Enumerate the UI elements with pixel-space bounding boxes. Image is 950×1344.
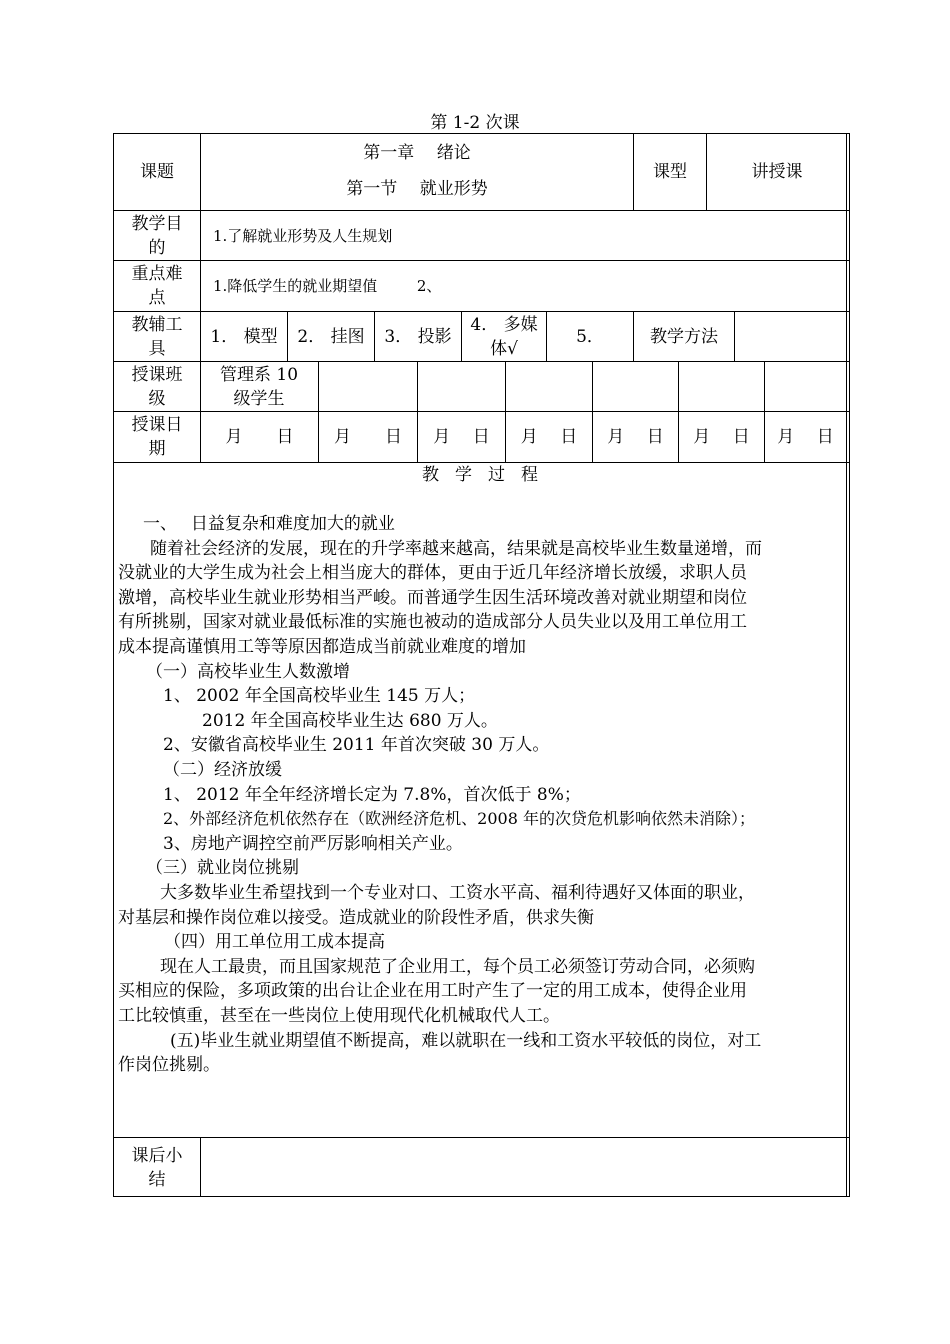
process-line: 工比较慎重，甚至在一些岗位上使用现代化机械取代人工。 (118, 1006, 560, 1026)
process-line: (五)毕业生就业期望值不断提高，难以就职在一线和工资水平较低的岗位，对工 (170, 1031, 762, 1051)
date-cell: 月 日 (693, 427, 750, 447)
process-line: 没就业的大学生成为社会上相当庞大的群体，更由于近几年经济增长放缓，求职人员 (118, 563, 747, 583)
aid-item: 5． (576, 326, 604, 347)
teaching-method-value (735, 312, 846, 361)
date-label: 授课日期 (131, 415, 183, 459)
process-line: （二）经济放缓 (163, 760, 282, 780)
session-title: 第 1-2 次课 (430, 113, 520, 133)
aid-item: 3． 投影 (384, 326, 452, 347)
lesson-type-label: 课型 (653, 162, 687, 182)
objective-label: 教学目的 (131, 213, 183, 258)
process-line: 对基层和操作岗位难以接受。造成就业的阶段性矛盾，供求失衡 (118, 908, 594, 928)
aid-item: 1． 模型 (210, 326, 278, 347)
lesson-type-value: 讲授课 (751, 162, 803, 182)
aids-label: 教辅工具 (131, 314, 183, 359)
process-line: 激增，高校毕业生就业形势相当严峻。而普通学生因生活环境改善对就业期望和岗位 (118, 588, 747, 608)
summary-label: 课后小结 (131, 1145, 183, 1190)
class-label: 授课班级 (131, 364, 183, 409)
aid-item: 4． 多媒体√ (470, 314, 538, 359)
class-value: 管理系 10 级学生 (219, 364, 299, 409)
col-divider (461, 311, 462, 361)
process-line: 2、外部经济危机依然存在（欧洲经济危机、2008 年的次贷危机影响依然未消除）； (163, 809, 755, 828)
process-line: 随着社会经济的发展，现在的升学率越来越高，结果就是高校毕业生数量递增，而 (150, 539, 762, 559)
process-line: 2、安徽省高校毕业生 2011 年首次突破 30 万人。 (163, 735, 550, 755)
topic-section: 第一节 就业形势 (346, 179, 488, 199)
objective-value: 1.了解就业形势及人生规划 (213, 226, 393, 245)
process-heading: 教学过程 (422, 465, 554, 485)
date-cell: 月 日 (607, 427, 664, 447)
topic-label: 课题 (140, 162, 174, 182)
key-points-label: 重点难点 (131, 264, 183, 308)
process-line: 有所挑剔，国家对就业最低标准的实施也被动的造成部分人员失业以及用工单位用工 (118, 612, 747, 632)
process-line: （一）高校毕业生人数激增 (146, 662, 350, 682)
date-cell: 月 日 (225, 427, 294, 447)
process-line: 现在人工最贵，而且国家规范了企业用工，每个员工必须签订劳动合同，必须购 (160, 957, 755, 977)
process-line: （三）就业岗位挑剔 (146, 858, 299, 878)
key-points-value: 1.降低学生的就业期望值 2、 (213, 277, 442, 295)
process-line: 1、 2012 年全年经济增长定为 7.8%，首次低于 8%； (163, 785, 581, 805)
process-line: 2012 年全国高校毕业生达 680 万人。 (202, 711, 498, 731)
process-line: 大多数毕业生希望找到一个专业对口、工资水平高、福利待遇好又体面的职业， (160, 883, 755, 903)
date-cell: 月 日 (777, 427, 834, 447)
summary-value (201, 1138, 841, 1197)
date-cell: 月 日 (433, 427, 490, 447)
teaching-method-label: 教学方法 (650, 326, 718, 347)
process-line: 作岗位挑剔。 (118, 1055, 220, 1075)
date-cell: 月 日 (334, 427, 402, 447)
aid-item: 2． 挂图 (297, 326, 365, 347)
process-line: 一、 日益复杂和难度加大的就业 (143, 514, 395, 534)
process-line: 3、房地产调控空前严厉影响相关产业。 (163, 834, 463, 854)
table-right-double-line (846, 133, 847, 1197)
process-line: （四）用工单位用工成本提高 (164, 932, 385, 952)
process-line: 成本提高谨慎用工等等原因都造成当前就业难度的增加 (118, 637, 526, 657)
process-line: 买相应的保险，多项政策的出台让企业在用工时产生了一定的用工成本，使得企业用 (118, 981, 747, 1001)
date-cell: 月 日 (520, 427, 578, 447)
topic-chapter: 第一章 绪论 (363, 143, 471, 163)
process-line: 1、 2002 年全国高校毕业生 145 万人； (163, 686, 476, 706)
